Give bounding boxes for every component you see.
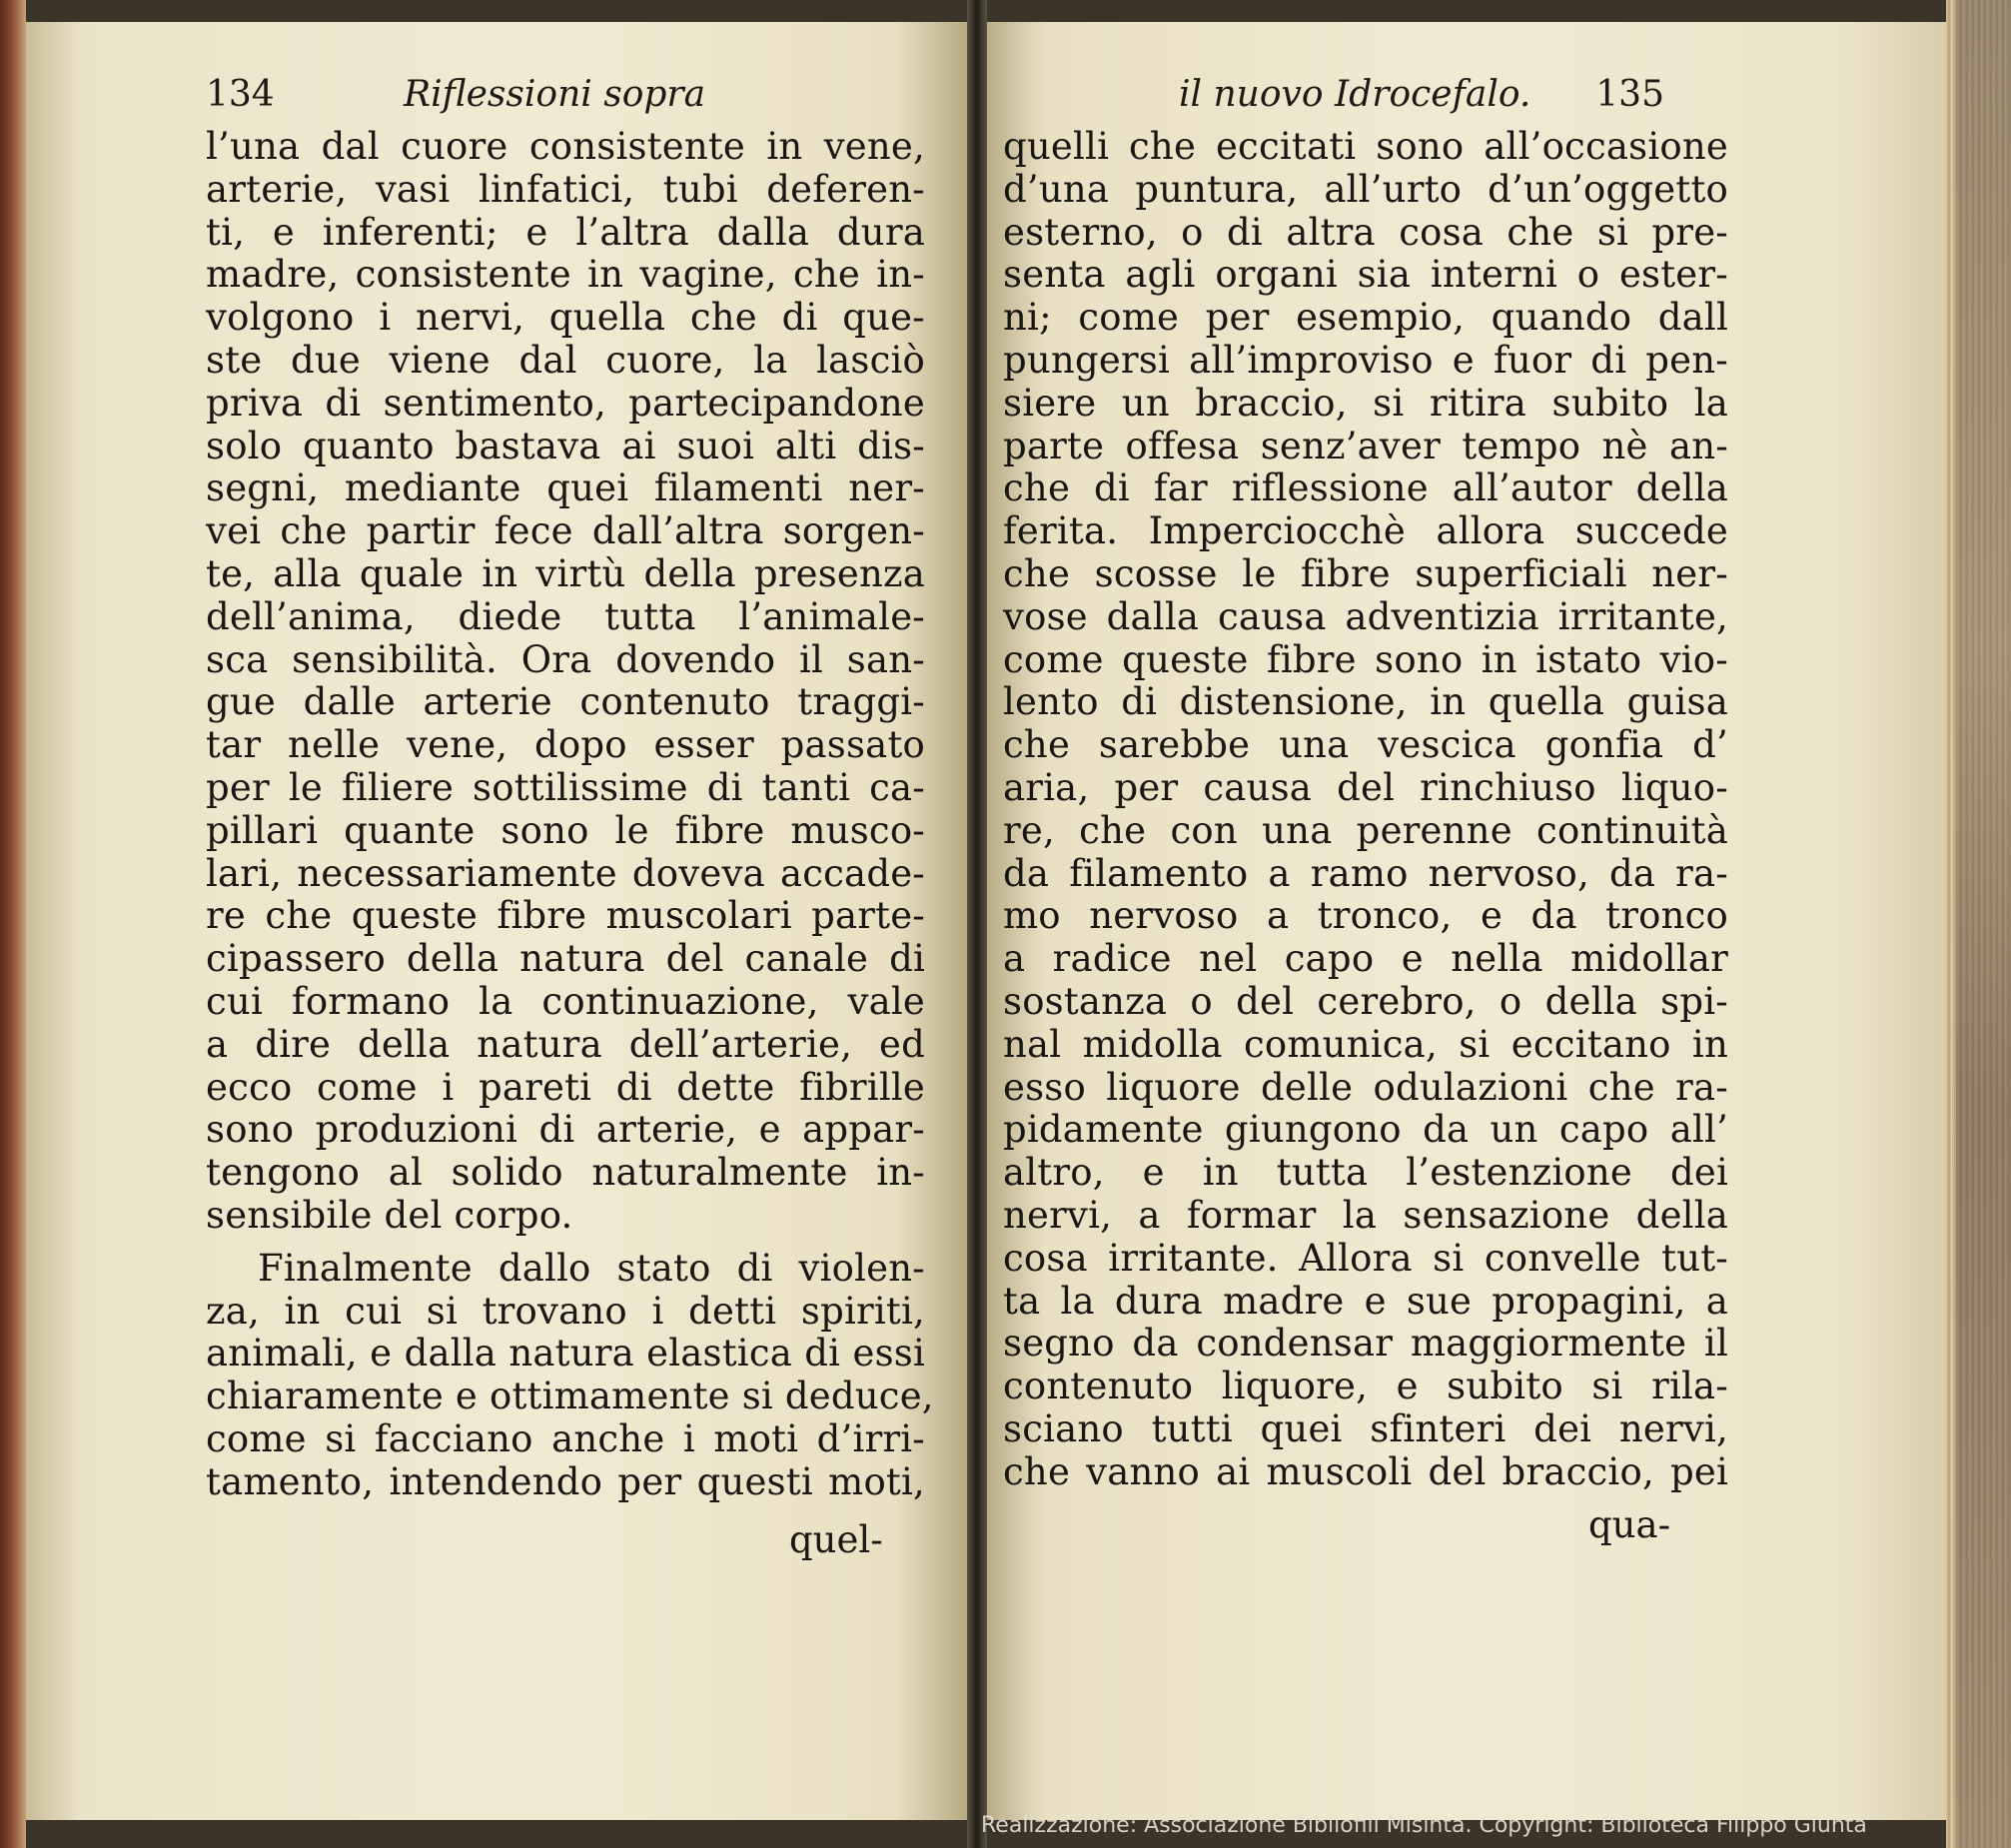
right-page-number: 135 [1595, 74, 1664, 115]
text-line: re che queste fibre muscolari parte- [206, 894, 925, 938]
text-line: volgono i nervi, quella che di que- [206, 296, 925, 340]
left-paragraph-2 [206, 1246, 934, 1504]
text-line: segno da condensar maggiormente il [1003, 1322, 1728, 1366]
text-line: che sarebbe una vescica gonfia d’ [1003, 723, 1728, 767]
text-line: che vanno ai muscoli del braccio, pei [1003, 1449, 1728, 1493]
text-line: per le filiere sottilissime di tanti ca- [206, 765, 925, 809]
left-cover-edge [0, 0, 26, 1848]
text-line: priva di sentimento, partecipandone [206, 381, 925, 425]
text-line: sostanza o del cerebro, o della spi- [1003, 979, 1728, 1023]
text-line: ste due viene dal cuore, la lasciò [206, 338, 925, 382]
text-line: esso liquore delle odulazioni che ra- [1003, 1065, 1728, 1109]
text-line: animali, e dalla natura elastica di essi [206, 1332, 925, 1376]
text-line: lento di distensione, in quella guisa [1003, 680, 1728, 724]
text-line: pidamente giungono da un capo all’ [1003, 1108, 1728, 1152]
text-line: madre, consistente in vagine, che in- [206, 253, 925, 297]
text-line: esterno, o di altra cosa che si pre- [1003, 210, 1728, 254]
text-line: nervi, a formar la sensazione della [1003, 1193, 1728, 1237]
left-paragraph-1 [206, 126, 925, 1238]
text-line: chiaramente e ottimamente si deduce, [206, 1375, 934, 1418]
text-line: ecco come i pareti di dette fibrille [206, 1065, 925, 1109]
text-line: mo nervoso a tronco, e da tronco [1003, 894, 1728, 938]
text-line: come si facciano anche i moti d’irri- [206, 1416, 925, 1460]
left-page-text [206, 125, 934, 1504]
text-line: ta la dura madre e sue propagini, a [1003, 1279, 1728, 1323]
text-line: sciano tutti quei sfinteri dei nervi, [1003, 1406, 1728, 1450]
text-line: aria, per causa del rinchiuso liquo- [1003, 765, 1728, 809]
text-line: segni, mediante quei filamenti ner- [206, 466, 925, 510]
text-line: ti, e inferenti; e l’altra dalla dura [206, 210, 925, 254]
text-line: che di far riflessione all’autor della [1003, 466, 1728, 510]
text-line: arterie, vasi linfatici, tubi deferen- [206, 167, 925, 211]
text-line: a dire della natura dell’arterie, ed [206, 1022, 925, 1066]
text-line: a radice nel capo e nella midollar [1003, 937, 1728, 981]
right-running-title: il nuovo Idrocefalo. [1179, 74, 1531, 115]
text-line: vei che partir fece dall’altra sorgen- [206, 509, 925, 553]
left-running-head [206, 74, 925, 128]
text-line: d’una puntura, all’urto d’un’oggetto [1003, 167, 1728, 211]
text-line: vose dalla causa adventizia irritante, [1003, 594, 1728, 638]
text-line: za, in cui si trovano i detti spiriti, [206, 1289, 925, 1333]
text-line: come queste fibre sono in istato vio- [1003, 637, 1728, 681]
text-line: ni; come per esempio, quando dall [1003, 296, 1728, 340]
text-line: sca sensibilità. Ora dovendo il san- [206, 637, 925, 681]
text-line: sensibile del corpo. [206, 1193, 573, 1237]
text-line: cosa irritante. Allora si convelle tut- [1003, 1236, 1728, 1280]
text-line: solo quanto bastava ai suoi alti dis- [206, 424, 925, 467]
left-page-number: 134 [206, 74, 275, 115]
text-line: ferita. Imperciocchè allora succede [1003, 509, 1728, 553]
text-line: gue dalle arterie contenuto traggi- [206, 680, 925, 724]
text-line: tamento, intendendo per questi moti, [206, 1459, 925, 1503]
text-line: siere un braccio, si ritira subito la [1003, 381, 1728, 425]
fore-edge-shadow [1956, 0, 2011, 1848]
text-line: cui formano la continuazione, vale [206, 979, 925, 1023]
text-line: quelli che eccitati sono all’occasione [1003, 125, 1728, 168]
text-line: contenuto liquore, e subito si rila- [1003, 1365, 1728, 1408]
credit-watermark: Realizzazione: Associazione Bibliofili Misinta. Copyright: Biblioteca Filippo Giunta [981, 1813, 1867, 1838]
text-line: tar nelle vene, dopo esser passato [206, 723, 925, 767]
text-line: Finalmente dallo stato di violen- [258, 1246, 925, 1290]
text-line: cipassero della natura del canale di [206, 937, 925, 981]
text-line: lari, necessariamente doveva accade- [206, 851, 925, 895]
left-catchword: quel- [789, 1518, 883, 1561]
book-gutter [967, 0, 987, 1848]
text-line: tengono al solido naturalmente in- [206, 1151, 925, 1195]
text-line: l’una dal cuore consistente in vene, [206, 125, 925, 168]
text-line: che scosse le fibre superficiali ner- [1003, 551, 1728, 595]
text-line: senta agli organi sia interni o ester- [1003, 253, 1728, 297]
text-line: re, che con una perenne continuità [1003, 808, 1728, 852]
text-line: parte offesa senz’aver tempo nè an- [1003, 424, 1728, 467]
right-page-text [1003, 126, 1728, 1494]
text-line: te, alla quale in virtù della presenza [206, 551, 925, 595]
text-line: altro, e in tutta l’estenzione dei [1003, 1151, 1728, 1195]
text-line: dell’anima, diede tutta l’animale- [206, 594, 925, 638]
right-catchword: qua- [1588, 1503, 1671, 1546]
left-running-title: Riflessioni sopra [404, 74, 706, 115]
text-line: nal midolla comunica, si eccitano in [1003, 1022, 1728, 1066]
text-line: pungersi all’improviso e fuor di pen- [1003, 338, 1728, 382]
text-line: pillari quante sono le fibre musco- [206, 808, 925, 852]
right-paragraph [1003, 126, 1728, 1494]
text-line: da filamento a ramo nervoso, da ra- [1003, 851, 1728, 895]
right-running-head [1179, 74, 1664, 128]
text-line: sono produzioni di arterie, e appar- [206, 1108, 925, 1152]
